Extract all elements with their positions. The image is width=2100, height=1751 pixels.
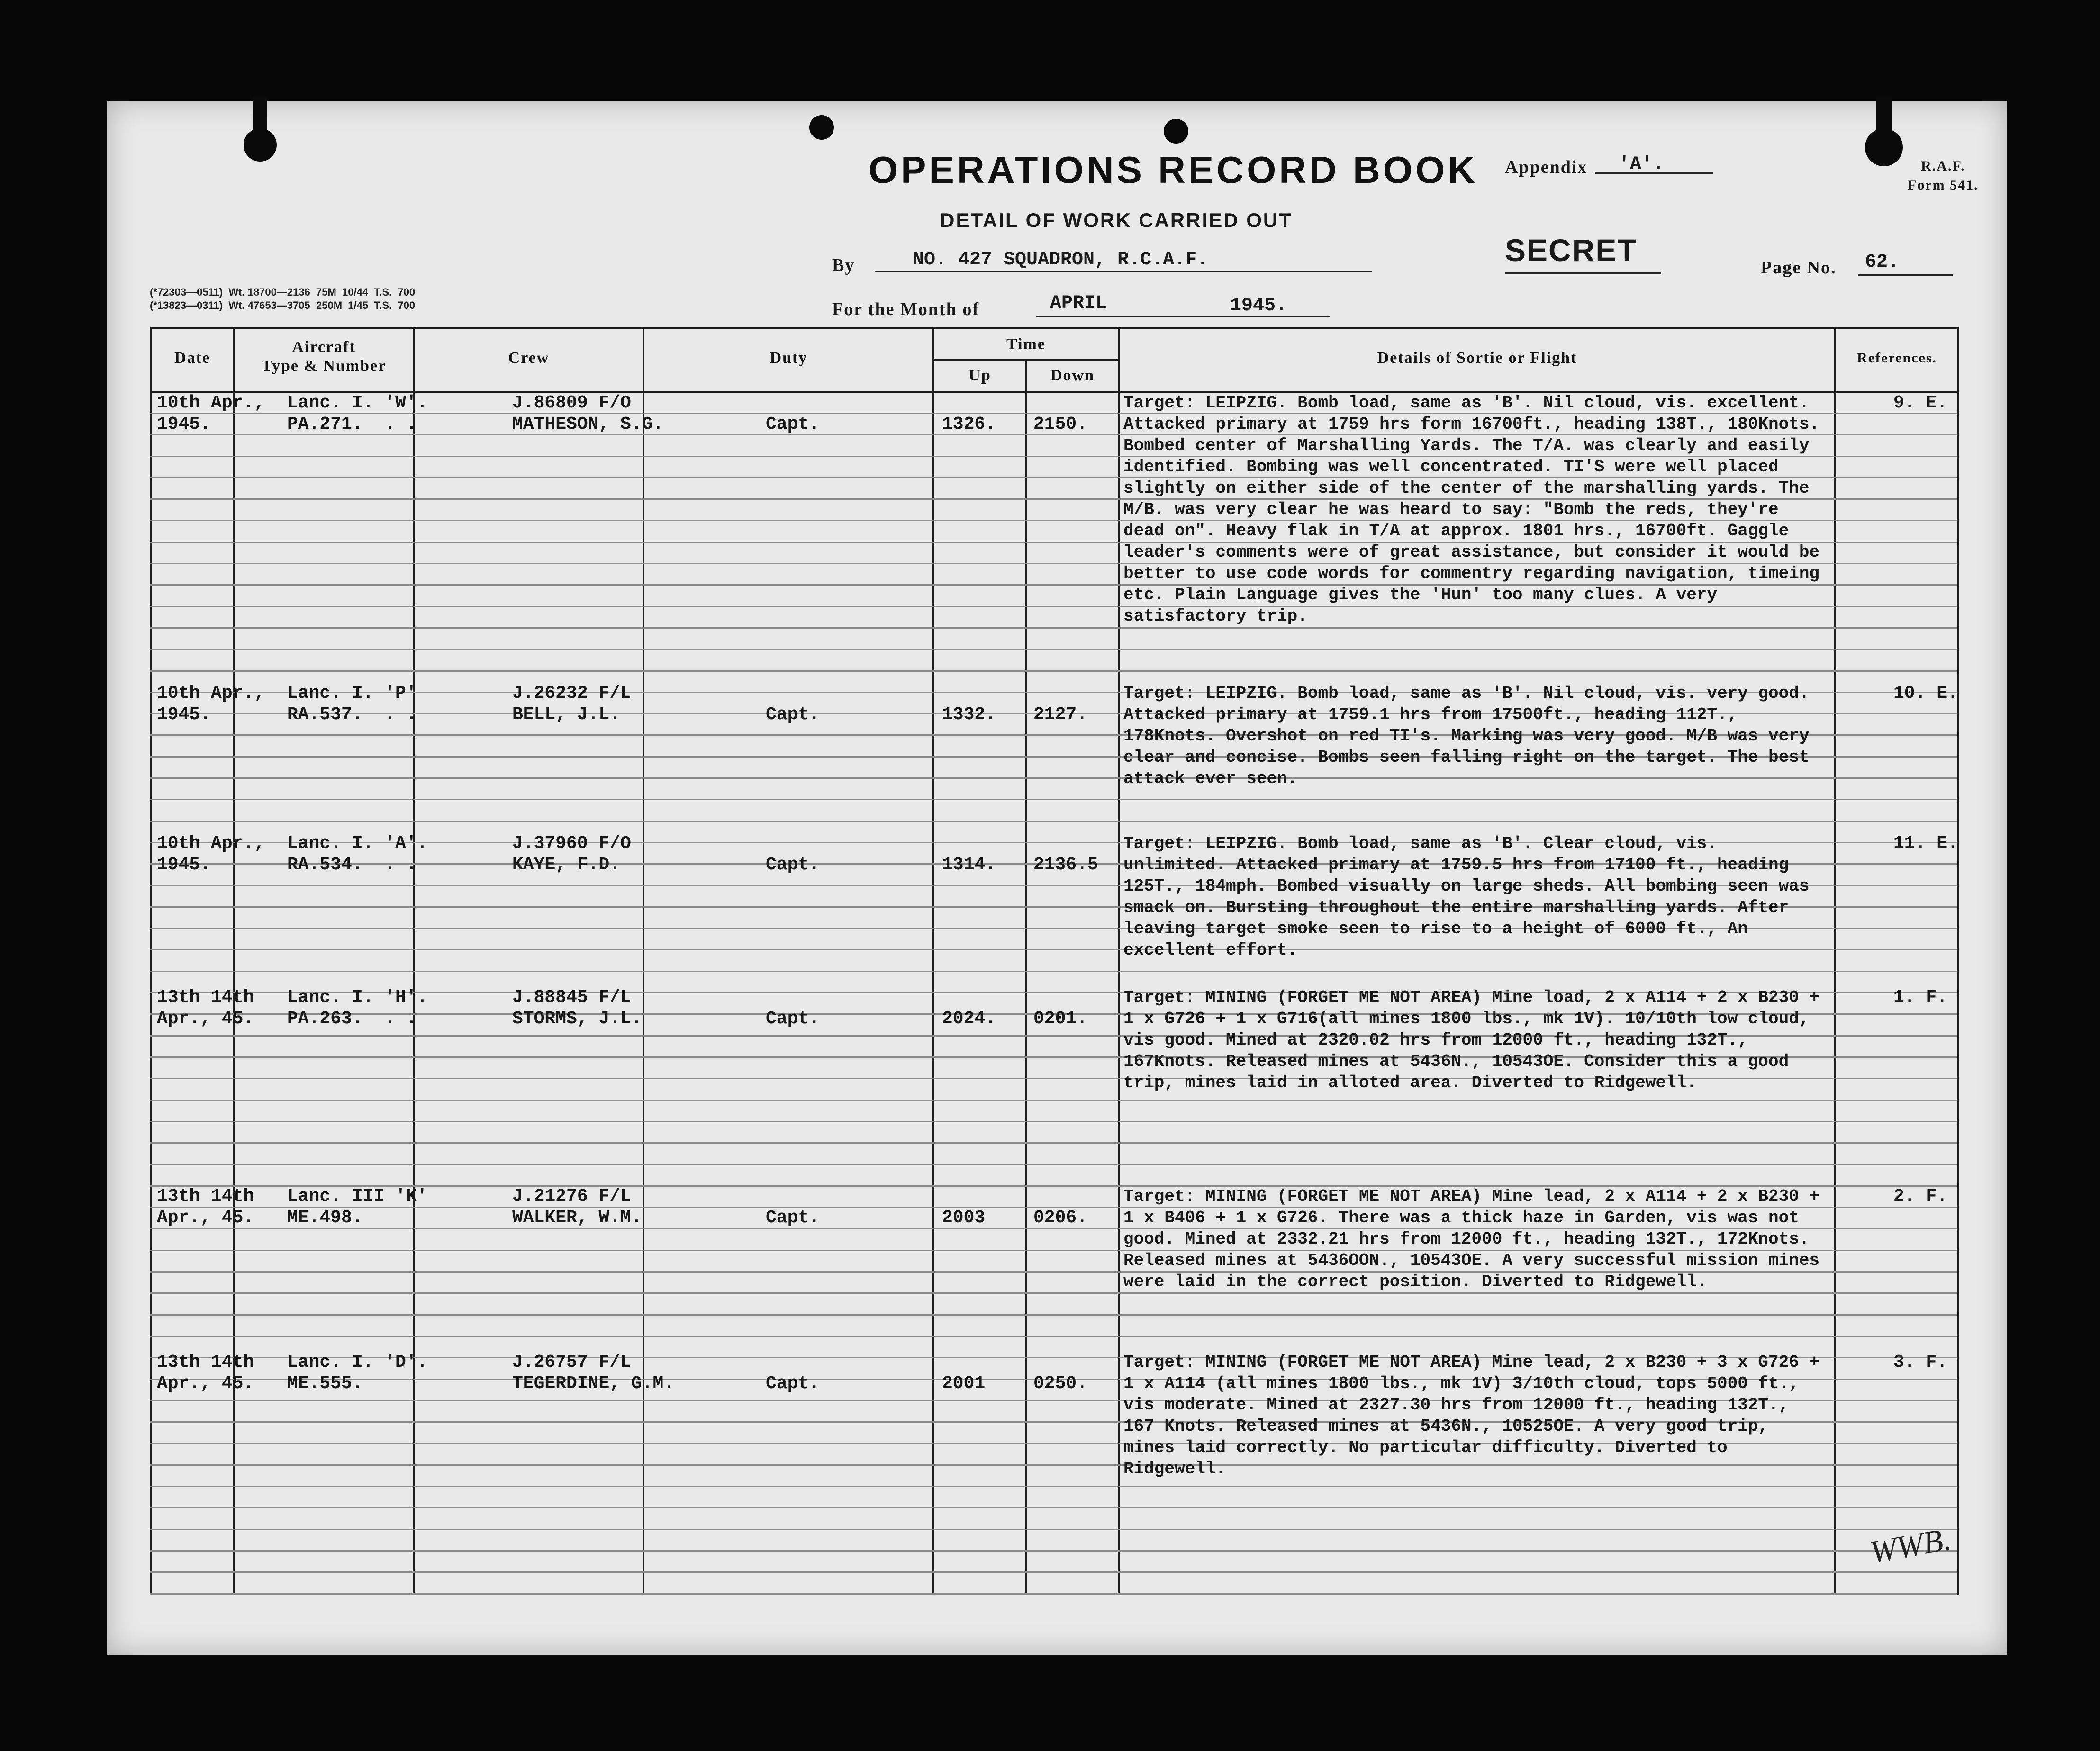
entry-date: 10th Apr., 1945. [157,683,265,725]
year-value: 1945. [1230,295,1287,316]
entry-crew: J.26232 F/L BELL, J.L. [512,683,631,725]
entry-time-up: 2024. [942,1009,996,1029]
entry-date: 10th Apr., 1945. [157,393,265,434]
entry-details: Target: MINING (FORGET ME NOT AREA) Mine load, 2 x A114 + 2 x B230 + 1 x G726 + 1 x G716(all mines 1800 lbs., mk 1V). 10/10th low cloud, vis good. Mined at 2320.02 hrs from 12000 ft., heading 132T., 167Knots. Released mines at 5436N., 10543OE. Consider this a good trip, mines laid in alloted area. Diverted to Ridgewell. [1123,988,1820,1092]
ruled-line [150,1100,1957,1101]
entry-time-down: 2127. [1033,704,1088,725]
entry-duty: Capt. [766,855,820,875]
signature-initials: WWB. [1867,1520,1954,1570]
entry-duty: Capt. [766,1009,820,1029]
ruled-line [150,971,1957,972]
entry-aircraft: Lanc. III 'K' ME.498. [287,1186,428,1228]
ruled-line [150,799,1957,800]
page-subtitle: DETAIL OF WORK CARRIED OUT [940,209,1293,231]
entry-crew: J.86809 F/O MATHESON, S.G. [512,393,664,434]
column-header-date: Date [174,349,210,367]
entry-date: 13th 14th Apr., 45. [157,1186,254,1228]
table-left-border [150,327,152,1595]
ruled-line [150,1314,1957,1316]
entry-reference: 11. E. [1893,833,1958,854]
ruled-line [150,821,1957,822]
table-top-border [150,327,1957,329]
col-divider-date [233,327,235,1595]
month-value: APRIL [1050,293,1107,314]
ruled-line [150,1121,1957,1122]
entry-reference: 9. E. [1893,393,1948,413]
column-header-references: References. [1857,350,1937,366]
entry-duty: Capt. [766,414,820,434]
ruled-line [150,1164,1957,1165]
ruled-line [150,1550,1957,1552]
entry-crew: J.21276 F/L WALKER, W.M. [512,1186,642,1228]
secret-stamp: SECRET [1505,233,1638,268]
by-label: By [832,255,855,275]
page-number-value: 62. [1865,252,1900,273]
col-divider-duty [932,327,934,1595]
entry-reference: 3. F. [1893,1352,1948,1372]
ruled-line [150,1292,1957,1294]
entry-reference: 10. E. [1893,683,1958,704]
column-header-details: Details of Sortie or Flight [1377,349,1577,367]
col-divider-details [1834,327,1836,1595]
entry-time-down: 0201. [1033,1009,1088,1029]
entry-details: Target: LEIPZIG. Bomb load, same as 'B'. Clear cloud, vis. unlimited. Attacked primary at 1759.5 hrs from 17100 ft., heading 125T., 184mph. Bombed visually on large sheds. All bombing seen was smack on. Bursting throughout the entire marshalling yards. After leaving target smoke seen to rise to a height of 6000 ft., An excellent effort. [1123,834,1810,960]
entry-aircraft: Lanc. I. 'A'. RA.534. . . [287,833,428,875]
ruled-line [150,1142,1957,1144]
entry-details: Target: LEIPZIG. Bomb load, same as 'B'. Nil cloud, vis. very good. Attacked primary at 1759.1 hrs from 17500ft., heading 112T., 178Knots. Overshot on red TI's. Marking was very good. M/B was very clear and concise. Bombs seen falling right on the target. The best attack ever seen. [1123,684,1810,788]
ruled-line [150,1571,1957,1573]
entry-time-up: 1326. [942,414,996,434]
appendix-label: Appendix [1505,157,1588,177]
col-divider-crew [643,327,644,1595]
entry-aircraft: Lanc. I. 'W'. PA.271. . . [287,393,428,434]
entry-reference: 1. F. [1893,987,1948,1008]
entry-time-down: 2150. [1033,414,1088,434]
entry-aircraft: Lanc. I. 'P' RA.537. . . [287,683,417,725]
entry-time-down: 2136.5 [1033,855,1098,875]
entry-reference: 2. F. [1893,1186,1948,1207]
entry-duty: Capt. [766,1208,820,1228]
month-label: For the Month of [832,299,979,319]
entry-time-up: 2003 [942,1208,986,1228]
entry-aircraft: Lanc. I. 'H'. PA.263. . . [287,987,428,1029]
page-title: OPERATIONS RECORD BOOK [868,149,1478,191]
record-sheet [107,101,2007,1655]
entry-duty: Capt. [766,1373,820,1394]
col-divider-aircraft [413,327,415,1595]
ruled-line [150,1529,1957,1530]
entry-details: Target: MINING (FORGET ME NOT AREA) Mine lead, 2 x A114 + 2 x B230 + 1 x B406 + 1 x G726. There was a thick haze in Garden, vis was not good. Mined at 2332.21 hrs from 12000 ft., heading 132T., 172Knots. Released mines at 5436OON., 10543OE. A very successful mission mines were laid in the correct position. Diverted to Ridgewell. [1123,1187,1820,1291]
ruled-line [150,1507,1957,1508]
column-header-duty: Duty [769,349,808,367]
entry-time-down: 0250. [1033,1373,1088,1394]
entry-time-up: 2001 [942,1373,986,1394]
entry-aircraft: Lanc. I. 'D'. ME.555. [287,1352,428,1394]
column-header-time: Time [1006,335,1046,353]
form-reference: R.A.F. Form 541. [1908,158,1979,193]
appendix-value: 'A'. [1619,154,1665,175]
page-number-label: Page No. [1761,258,1837,278]
entry-time-up: 1314. [942,855,996,875]
column-header-crew: Crew [508,349,550,367]
table-right-border [1957,327,1959,1595]
ruled-line [150,1593,1957,1595]
print-codes: (*72303—0511) Wt. 18700—2136 75M 10/44 T.S. 700 (*13823—0311) Wt. 47653—3705 250M 1/45 T.S. 700 [150,286,416,311]
entry-time-down: 0206. [1033,1208,1088,1228]
entry-duty: Capt. [766,704,820,725]
column-header-up: Up [969,367,991,384]
ruled-line [150,1336,1957,1337]
entry-crew: J.37960 F/O KAYE, F.D. [512,833,631,875]
entry-details: Target: MINING (FORGET ME NOT AREA) Mine lead, 2 x B230 + 3 x G726 + 1 x A114 (all mines 1800 lbs., mk 1V) 3/10th cloud, tops 5000 ft., vis moderate. Mined at 2327.30 hrs from 12000 ft., heading 132T., 167 Knots. Released mines at 5436N., 10525OE. A very good trip, mines laid correctly. No particular difficulty. Diverted to Ridgewell. [1123,1353,1820,1479]
entry-details: Target: LEIPZIG. Bomb load, same as 'B'. Nil cloud, vis. excellent. Attacked primary at 1759 hrs form 16700ft., heading 138T., 180Knots. Bombed center of Marshalling Yards. The T/A. was clearly and easily identified. Bombing was well concentrated. TI'S were well placed slightly on either side of the center of the marshalling yards. The M/B. was very clear he was heard to say: "Bomb the reds, they're dead on". Heavy flak in T/A at approx. 1801 hrs., 16700ft. Gaggle leader's comments were of great assistance, but consider it would be better to use code words for commentry regarding navigation, timeing etc. Plain Language gives the 'Hun' too many clues. A very satisfactory trip. [1123,393,1820,626]
entry-date: 13th 14th Apr., 45. [157,987,254,1029]
ruled-line [150,1486,1957,1487]
ruled-line [150,649,1957,650]
col-divider-down [1118,327,1120,1595]
column-header-aircraft: Aircraft Type & Number [261,338,387,375]
squadron-name: NO. 427 SQUADRON, R.C.A.F. [913,249,1209,271]
column-header-down: Down [1050,367,1095,384]
entry-date: 10th Apr., 1945. [157,833,265,875]
entry-time-up: 1332. [942,704,996,725]
ruled-line [150,627,1957,629]
entry-date: 13th 14th Apr., 45. [157,1352,254,1394]
col-divider-time [1025,359,1027,1595]
entry-crew: J.88845 F/L STORMS, J.L. [512,987,642,1029]
ruled-line [150,670,1957,672]
entry-crew: J.26757 F/L TEGERDINE, G.M. [512,1352,675,1394]
